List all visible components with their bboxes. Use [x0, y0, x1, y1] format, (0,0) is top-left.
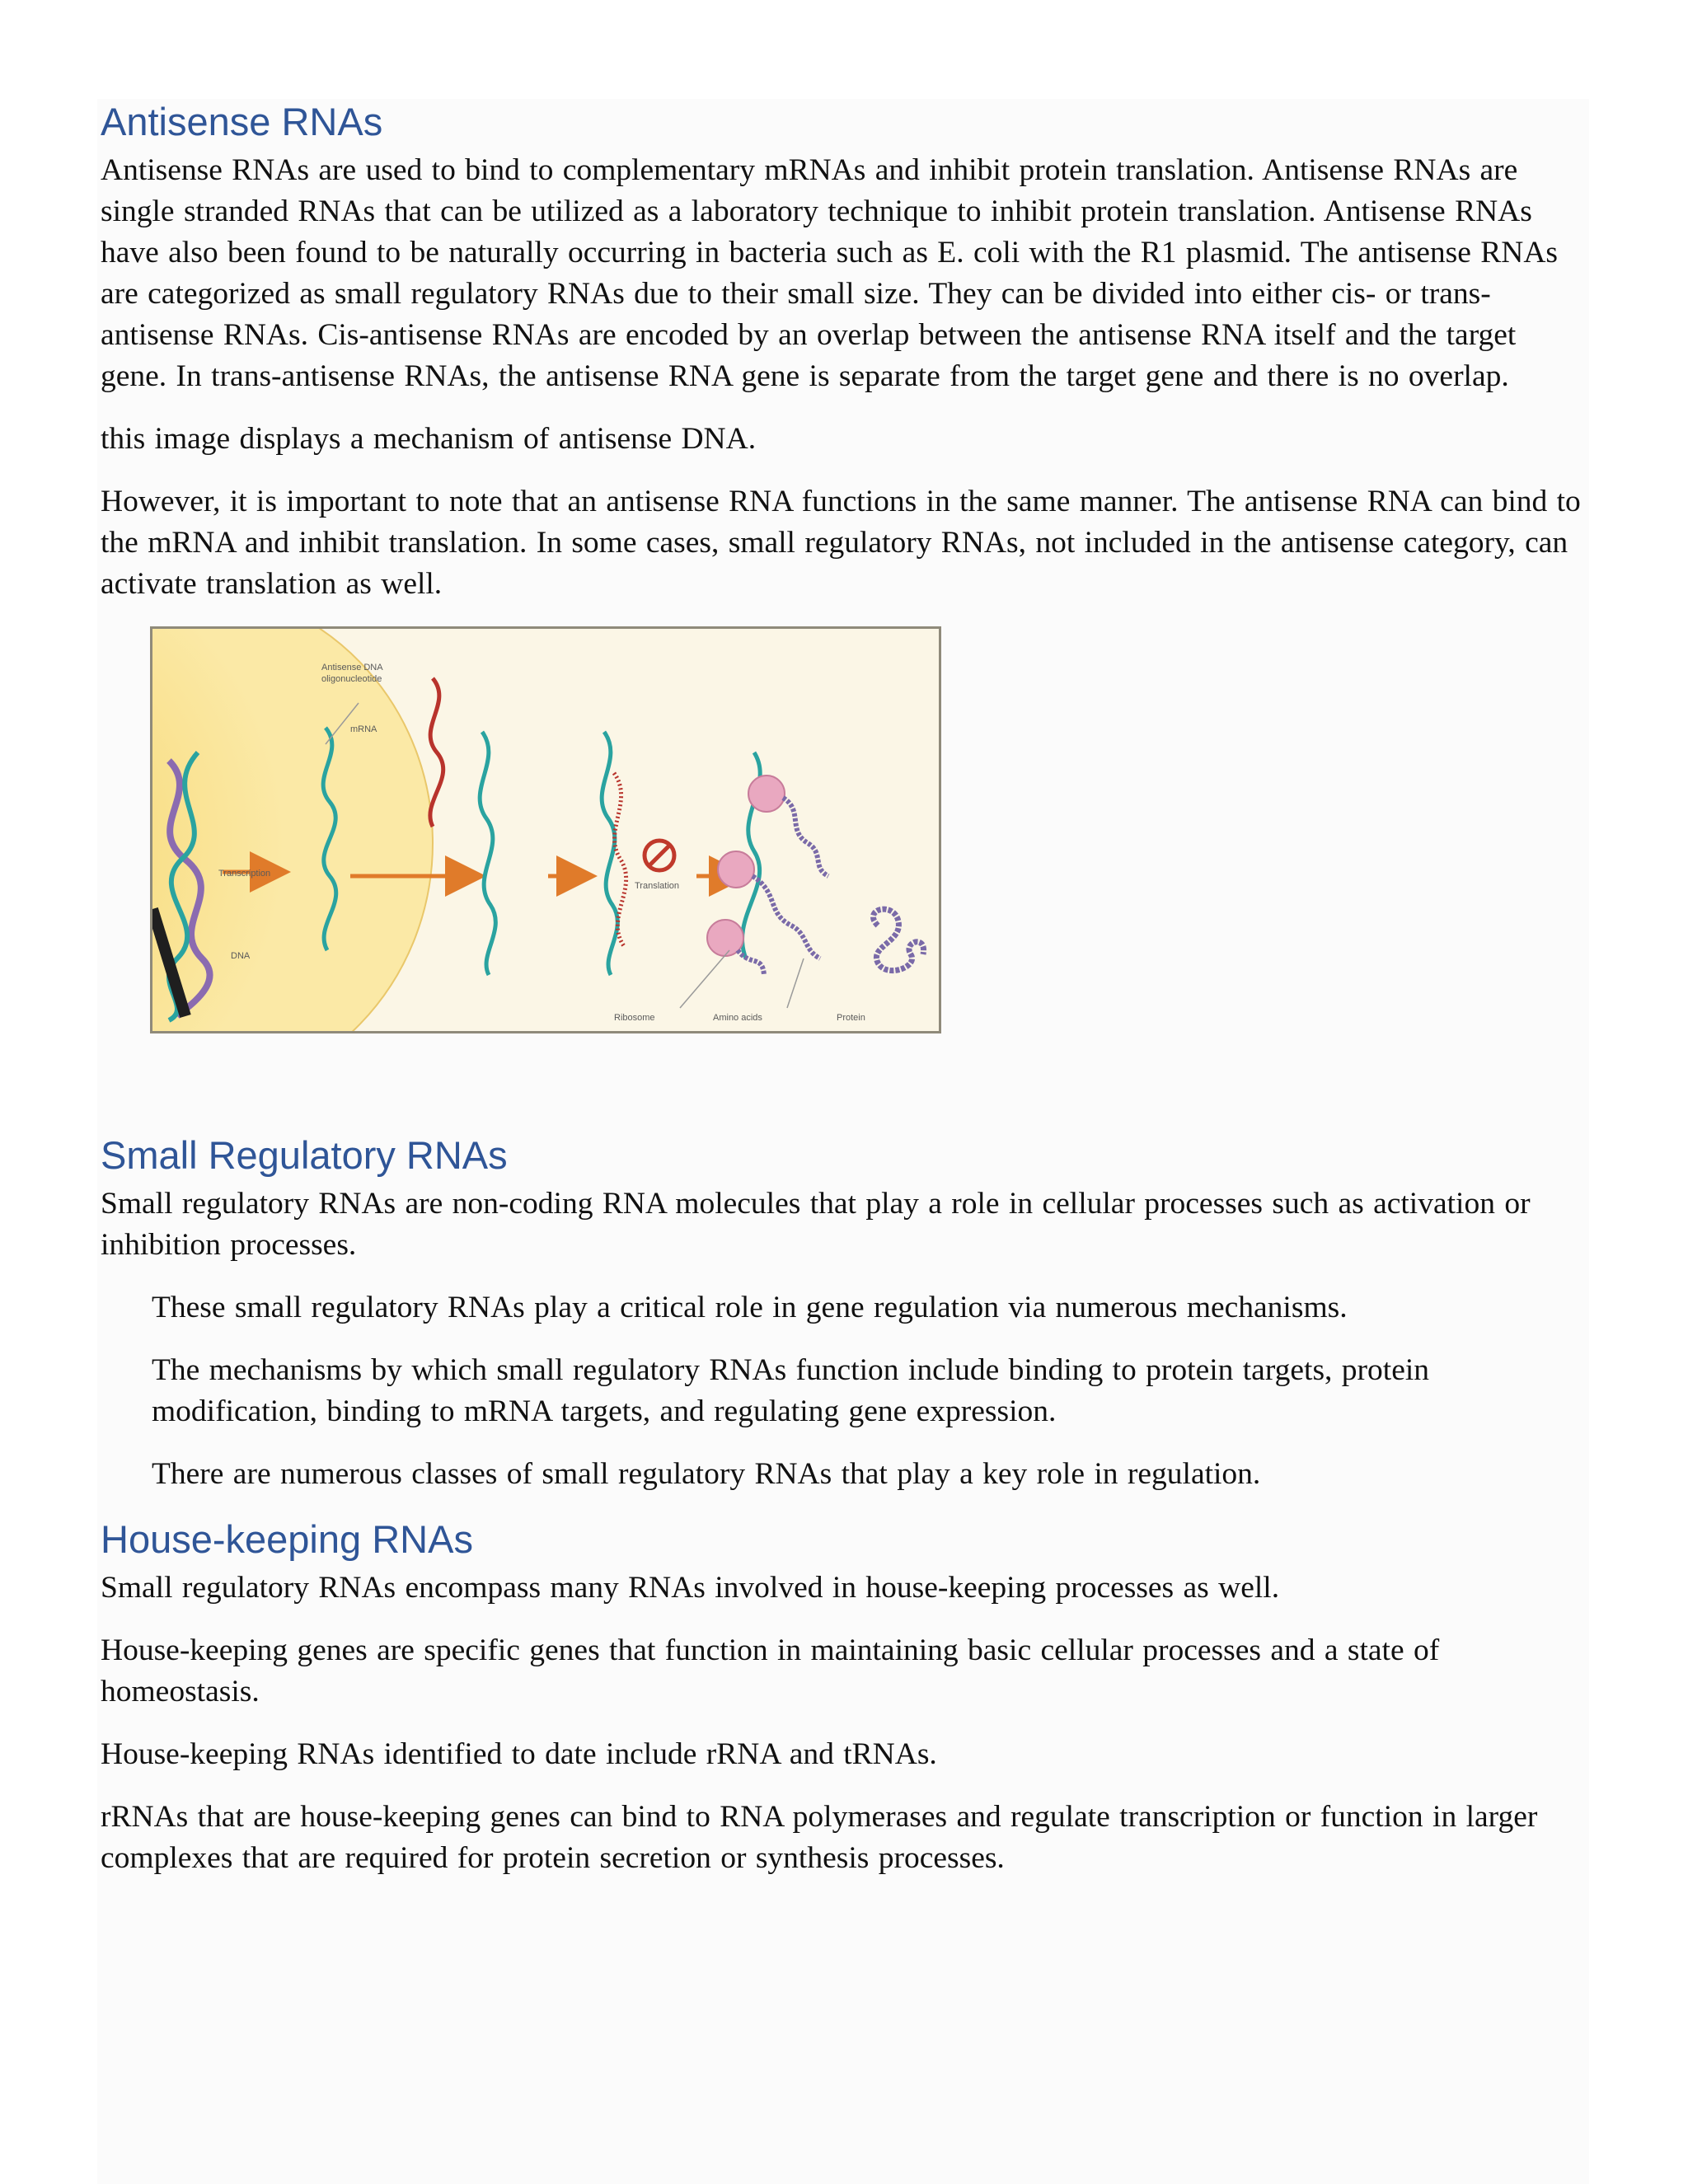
small-paragraph-1: Small regulatory RNAs are non-coding RNA molecules that play a role in cellular processes such as activation or inhibition processes. — [101, 1187, 1531, 1262]
figure-label-mrna: mRNA — [350, 724, 377, 734]
section-small-regulatory — [101, 1132, 1584, 1495]
document-content — [101, 99, 1584, 1900]
house-paragraph-4: rRNAs that are house-keeping genes can bind to RNA polymerases and regulate transcription or function in larger complexes that are required for protein secretion or synthesis processes. — [101, 1800, 1538, 1875]
ribosome-icon-1 — [748, 776, 785, 812]
small-paragraph-4: There are numerous classes of small regulatory RNAs that play a key role in regulation. — [152, 1457, 1261, 1491]
figure-label-translation: Translation — [635, 881, 680, 891]
figure-label-antisense-2: oligonucleotide — [321, 674, 382, 684]
figure-illustration — [152, 629, 939, 1031]
house-paragraph-2: House-keeping genes are specific genes that function in maintaining basic cellular processes and a state of homeostasis. — [101, 1633, 1440, 1708]
figure-label-protein: Protein — [837, 1013, 865, 1023]
house-paragraph-3: House-keeping RNAs identified to date include rRNA and tRNAs. — [101, 1737, 937, 1771]
small-paragraph-2: These small regulatory RNAs play a critical role in gene regulation via numerous mechanisms. — [152, 1291, 1348, 1324]
figure-label-antisense-1: Antisense DNA — [321, 663, 383, 673]
ribosome-icon-2 — [718, 851, 754, 888]
antisense-mechanism-figure — [150, 626, 941, 1033]
figure-label-amino-acids: Amino acids — [713, 1013, 762, 1023]
house-paragraph-1: Small regulatory RNAs encompass many RNAs involved in house-keeping processes as well. — [101, 1571, 1280, 1605]
antisense-paragraph-3: However, it is important to note that an antisense RNA functions in the same manner. The antisense RNA can bind to the mRNA and inhibit translation. In some cases, small regulatory RNAs, not included in the antisense category, can activate translation as well. — [101, 485, 1581, 601]
section-house-keeping — [101, 1516, 1584, 1879]
antisense-paragraph-1: Antisense RNAs are used to bind to complementary mRNAs and inhibit protein translation. Antisense RNAs are single stranded RNAs that can be utilized as a laboratory technique to inhibit protein translation. Antisense RNAs have also been found to be naturally occurring in bacteria such as E. coli with the R1 plasmid. The antisense RNAs are categorized as small regulatory RNAs due to their small size. They can be divided into either cis- or trans-antisense RNAs. Cis-antisense RNAs are encoded by an overlap between the antisense RNA itself and the target gene. In trans-antisense RNAs, the antisense RNA gene is separate from the target gene and there is no overlap. — [101, 153, 1559, 393]
heading-house-keeping: House-keeping RNAs — [101, 1517, 473, 1561]
heading-small-regulatory: Small Regulatory RNAs — [101, 1133, 508, 1177]
small-paragraph-3: The mechanisms by which small regulatory RNAs function include binding to protein targets, protein modification, binding to mRNA targets, and regulating gene expression. — [152, 1353, 1430, 1428]
heading-antisense: Antisense RNAs — [101, 100, 383, 143]
figure-label-ribosome: Ribosome — [614, 1013, 655, 1023]
antisense-paragraph-2: this image displays a mechanism of antisense DNA. — [101, 422, 757, 456]
section-antisense — [101, 99, 1584, 1033]
figure-label-transcription: Transcription — [218, 869, 271, 879]
figure-label-dna: DNA — [231, 951, 251, 961]
